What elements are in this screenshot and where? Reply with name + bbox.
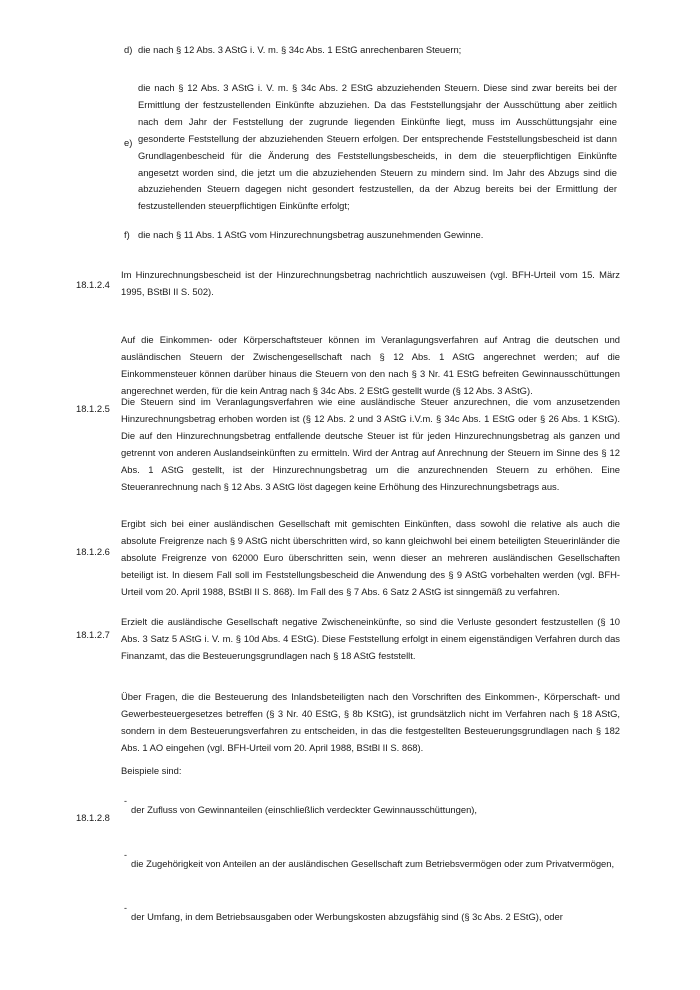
list-marker-f: f) — [124, 229, 130, 240]
examples-label: Beispiele sind: — [121, 765, 182, 776]
list-item-f-text: die nach § 11 Abs. 1 AStG vom Hinzurechnungsbetrag auszunehmenden Gewinne. — [138, 229, 484, 240]
list-marker-d: d) — [124, 44, 133, 55]
section-number-18-1-2-5: 18.1.2.5 — [76, 403, 110, 414]
list-item-e-text: die nach § 12 Abs. 3 AStG i. V. m. § 34c Abs. 2 EStG abzuziehenden Steuern. Diese sind zwar bereits bei der Ermittlung der festzustellenden Einkünfte abzuziehen. Da das Feststellungsjahr der Ausschüttung aber zeitlich nach dem Jahr der Feststellung der zugrunde liegenden Einkünfte liegt, muss im Ausschüttungsjahr eine gesonderte Feststellung der abzuziehenden Steuern erfolgen. Der entsprechende Feststellungsbescheid ist dann Grundlagenbescheid für die Änderung des Feststellungsbescheids, in dem die steuerpflichtigen Einkünfte angesetzt worden sind, die jetzt um die abzuziehenden Steuern zu mindern sind. Im Jahr des Abzugs sind die abzuziehenden Steuern dagegen nicht gesondert festzustellen, da der Abzug bereits bei der Ermittlung der festzustellenden steuerpflichtigen Einkünfte erfolgt; — [138, 82, 617, 212]
section-number-18-1-2-6: 18.1.2.6 — [76, 546, 110, 557]
section-18-1-2-6-text: Ergibt sich bei einer ausländischen Gesellschaft mit gemischten Einkünften, dass sowohl die relative als auch die absolute Freigrenze nach § 9 AStG nicht überschritten wird, so kann gleichwohl bei einem beteiligten Steuerinländer die absolute Freigrenze von 62000 Euro überschritten sein, wenn dieser an mehreren ausländischen Gesellschaften beteiligt ist. In diesem Fall soll im Feststellungsbescheid die Anwendung des § 9 AStG vorbehalten werden (vgl. BFH-Urteil vom 20. April 1988, BStBl II S. 868). Im Fall des § 7 Abs. 6 Satz 2 AStG ist sinngemäß zu verfahren. — [121, 518, 620, 597]
bullet-marker: - — [124, 796, 127, 806]
section-18-1-2-8-para1: Über Fragen, die die Besteuerung des Inlandsbeteiligten nach den Vorschriften des Einkommen-, Körperschaft- und Gewerbesteuergesetzes betreffen (§ 3 Nr. 40 EStG, § 8b KStG), ist grundsätzlich nicht im Verfahren nach § 18 AStG, sondern in dem Besteuerungsverfahren zu entscheiden, in das die festgestellten Besteuerungsgrundlagen nach § 182 Abs. 1 AO eingehen (vgl. BFH-Urteil vom 20. April 1988, BStBl II S. 868). — [121, 691, 620, 753]
list-item: die Zugehörigkeit von Anteilen an der ausländischen Gesellschaft zum Betriebsvermögen oder zum Privatvermögen, — [131, 858, 615, 869]
section-number-18-1-2-8: 18.1.2.8 — [76, 812, 110, 823]
bullet-marker: - — [124, 903, 127, 913]
list-item: der Zufluss von Gewinnanteilen (einschließlich verdeckter Gewinnausschüttungen), — [131, 804, 478, 815]
list-marker-e: e) — [124, 137, 133, 148]
list-item-d-text: die nach § 12 Abs. 3 AStG i. V. m. § 34c Abs. 1 EStG anrechenbaren Steuern; — [138, 44, 462, 55]
list-item: der Umfang, in dem Betriebsausgaben oder Werbungskosten abzugsfähig sind (§ 3c Abs. 2 EStG), oder — [131, 911, 563, 922]
section-18-1-2-7-text: Erzielt die ausländische Gesellschaft negative Zwischeneinkünfte, so sind die Verluste gesondert festzustellen (§ 10 Abs. 3 Satz 5 AStG i. V. m. § 10d Abs. 4 EStG). Diese Feststellung erfolgt in einem eigenständigen Verfahren durch das Finanzamt, das die Besteuerungsgrundlagen nach § 18 AStG feststellt. — [121, 616, 620, 661]
section-number-18-1-2-7: 18.1.2.7 — [76, 629, 110, 640]
section-18-1-2-5-para1: Auf die Einkommen- oder Körperschaftsteuer können im Veranlagungsverfahren auf Antrag die deutschen und ausländischen Steuern der Zwischengesellschaft nach § 12 Abs. 1 AStG angerechnet werden; auf die Einkommensteuer können darüber hinaus die Steuern von den nach § 3 Nr. 41 EStG befreiten Gewinnausschüttungen angerechnet werden, für die kein Antrag nach § 34c Abs. 2 EStG gestellt wurde (§ 12 Abs. 3 AStG). — [121, 334, 620, 396]
section-18-1-2-5-para2: Die Steuern sind im Veranlagungsverfahren wie eine ausländische Steuer anzurechnen, die vom anzusetzenden Hinzurechnungsbetrag erhoben worden ist (§ 12 Abs. 2 und 3 AStG i.V.m. § 34c Abs. 1 EStG oder § 26 Abs. 1 KStG). Die auf den Hinzurechnungsbetrag entfallende deutsche Steuer ist für jeden Hinzurechnungsbetrag als ganzen und getrennt von anderen Auslandseinkünften zu ermitteln. Wird der Antrag auf Anrechnung der Steuern im Sinne des § 12 Abs. 1 AStG gestellt, ist der Hinzurechnungsbetrag um die anzurechnenden Steuern zu erhöhen. Eine Steueranrechnung nach § 12 Abs. 3 AStG löst dagegen keine Erhöhung des Hinzurechnungsbetrags aus. — [121, 396, 620, 492]
section-number-18-1-2-4: 18.1.2.4 — [76, 279, 110, 290]
bullet-marker: - — [124, 850, 127, 860]
section-18-1-2-4-text: Im Hinzurechnungsbescheid ist der Hinzurechnungsbetrag nachrichtlich auszuweisen (vgl. BFH-Urteil vom 15. März 1995, BStBl II S. 502). — [121, 269, 620, 297]
